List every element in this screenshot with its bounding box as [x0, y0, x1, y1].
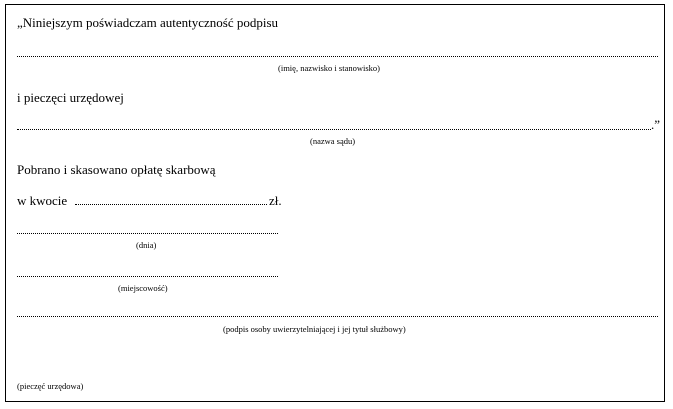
- fee-text: Pobrano i skasowano opłatę skarbową: [17, 162, 216, 177]
- court-name-line: [17, 129, 651, 130]
- caption-day: (dnia): [136, 240, 157, 250]
- caption-place: (miejscowość): [118, 283, 168, 293]
- amount-suffix: zł.: [269, 193, 282, 208]
- caption-signature: (podpis osoby uwierzytelniającej i jej tytuł służbowy): [223, 324, 406, 334]
- name-position-line: [17, 56, 658, 57]
- closing-quote: .”: [651, 117, 661, 132]
- certification-form: [5, 4, 665, 402]
- signature-line: [17, 316, 658, 317]
- intro-text: „Niniejszym poświadczam autentyczność podpisu: [17, 15, 279, 30]
- caption-stamp: (pieczęć urzędowa): [17, 381, 84, 391]
- caption-name: (imię, nazwisko i stanowisko): [278, 63, 380, 73]
- amount-line: [75, 204, 267, 205]
- seal-line-text: i pieczęci urzędowej: [17, 90, 124, 105]
- caption-court: (nazwa sądu): [310, 136, 356, 146]
- amount-prefix: w kwocie: [17, 193, 68, 208]
- place-line: [17, 276, 278, 277]
- day-line: [17, 233, 278, 234]
